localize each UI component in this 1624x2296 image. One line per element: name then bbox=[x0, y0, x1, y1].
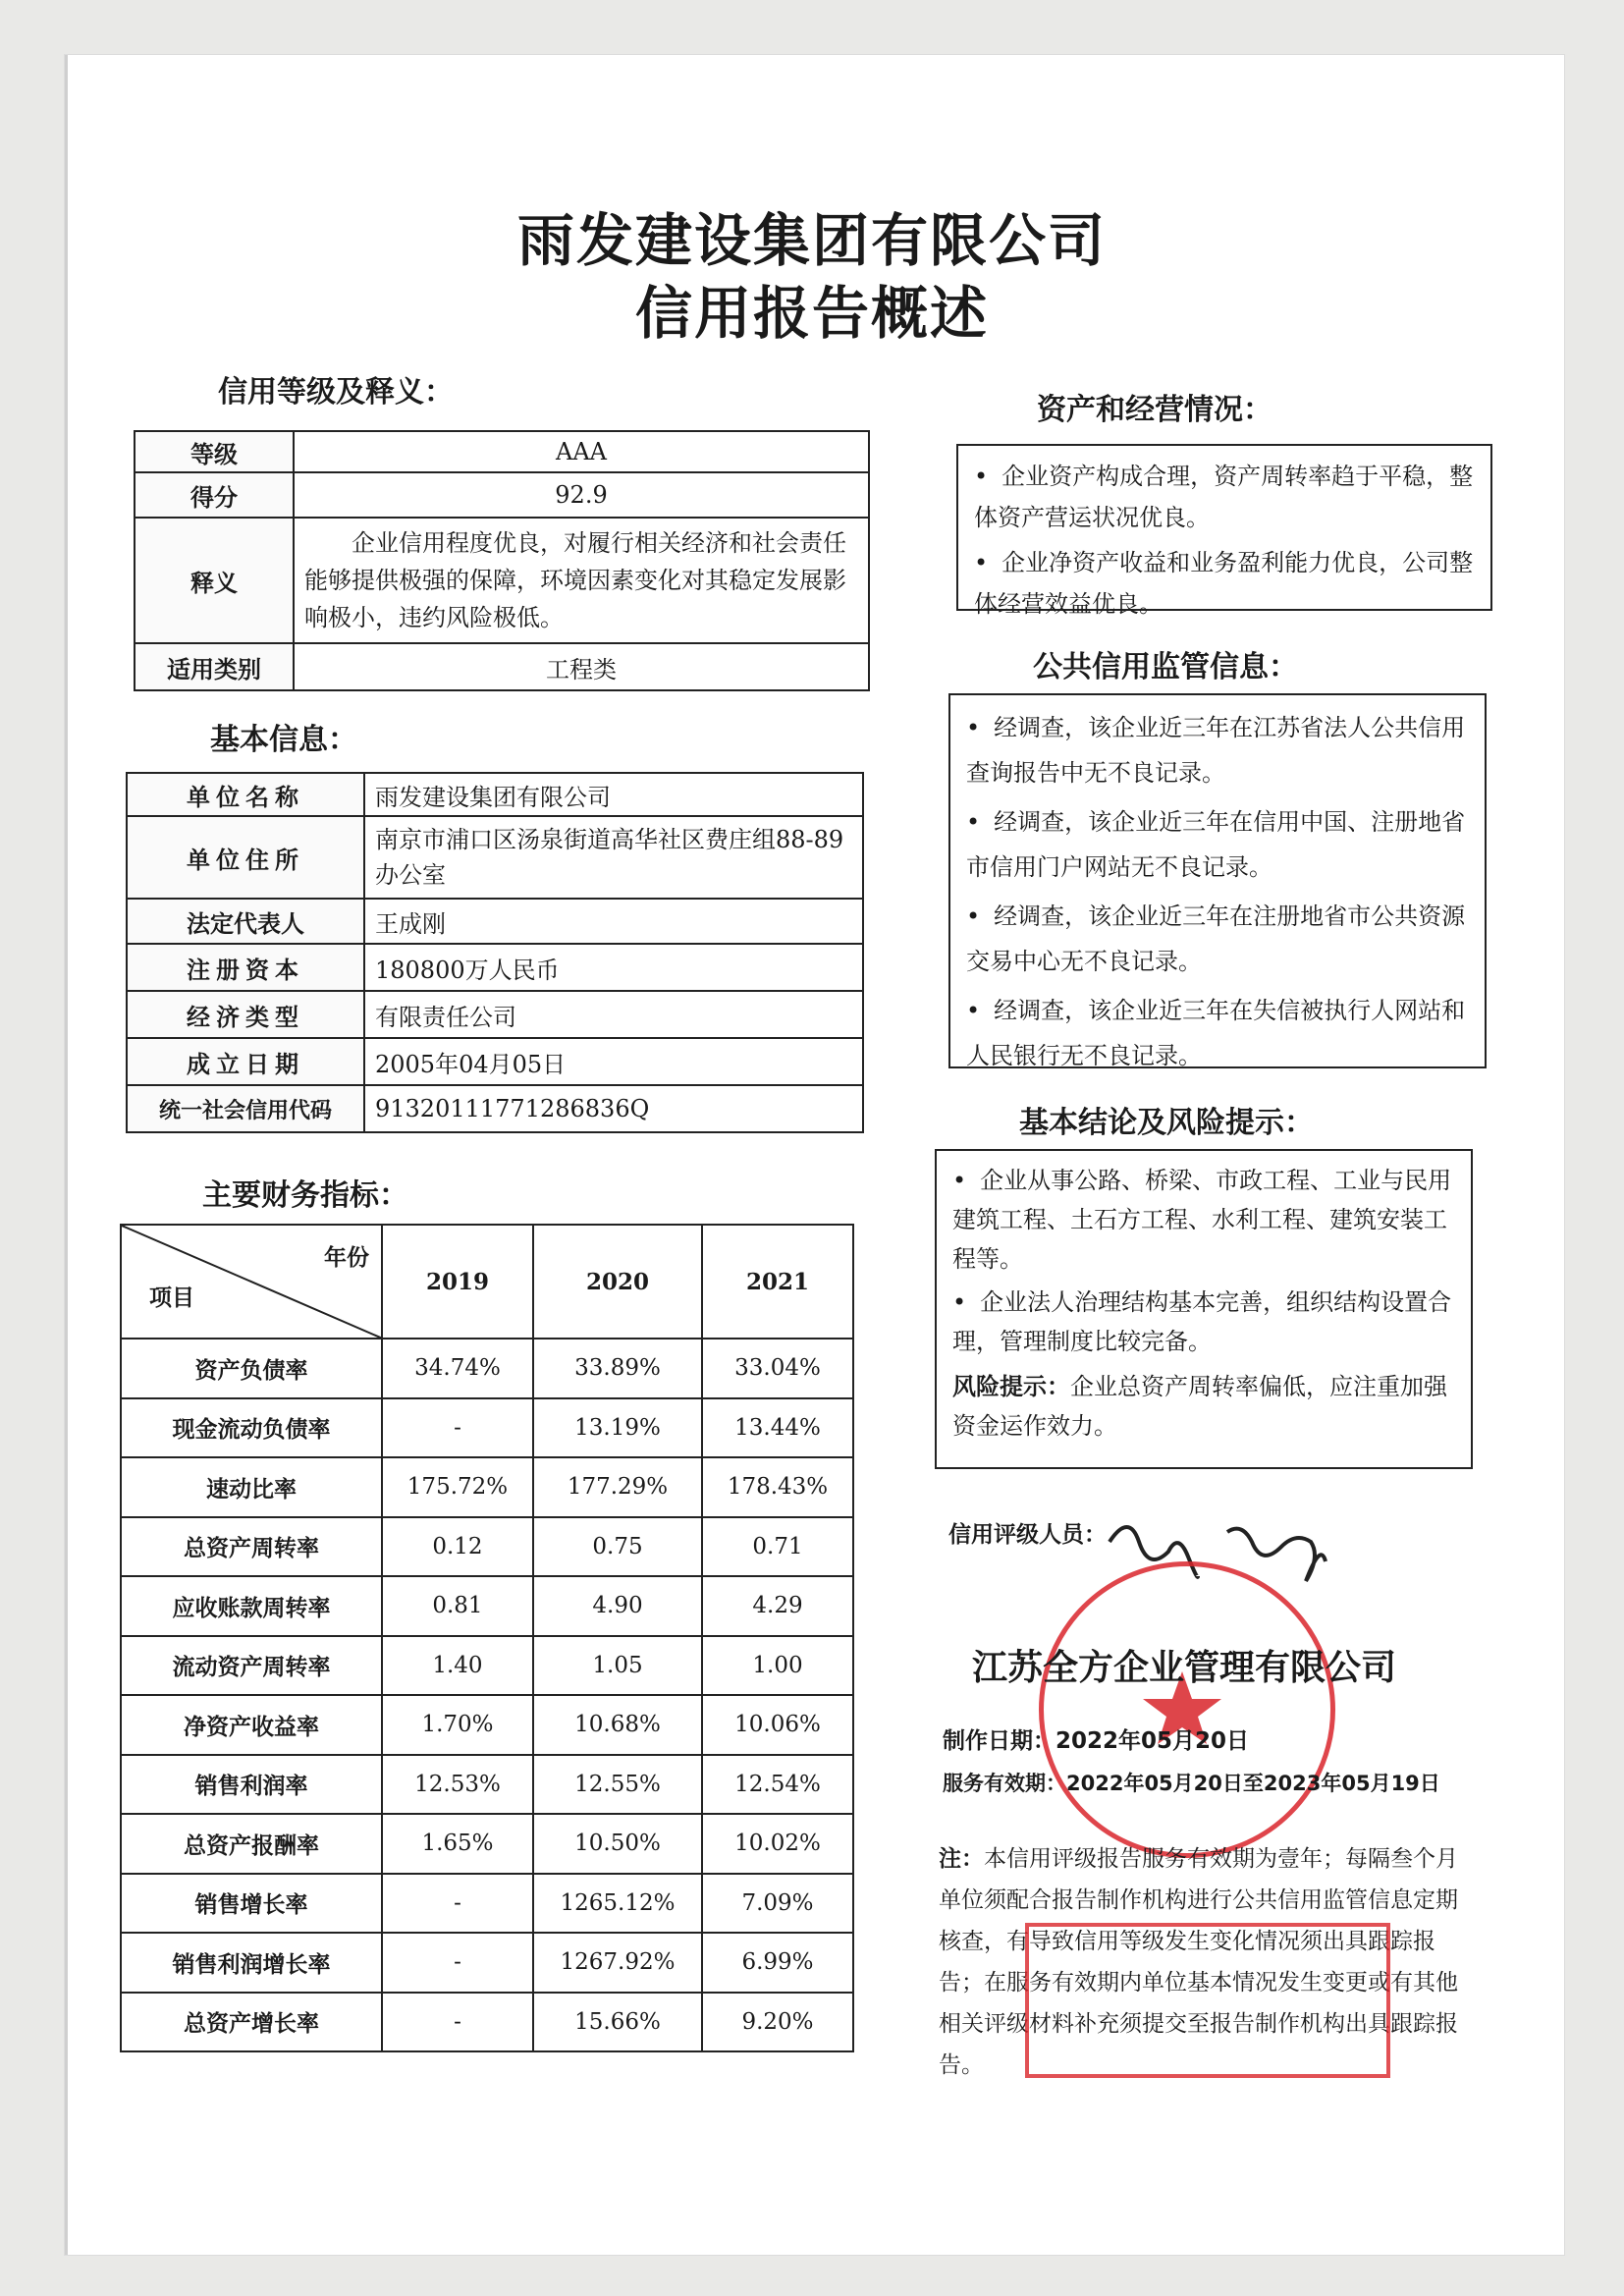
assets-heading: 资产和经营情况： bbox=[1037, 393, 1272, 427]
finance-cell: 13.19% bbox=[533, 1398, 702, 1458]
info-label: 法定代表人 bbox=[127, 899, 364, 944]
finance-cell: 34.74% bbox=[382, 1339, 533, 1398]
finance-row-label: 流动资产周转率 bbox=[121, 1636, 382, 1696]
finance-cell: 12.54% bbox=[702, 1755, 853, 1815]
info-row bbox=[127, 899, 863, 944]
finance-cell: 10.02% bbox=[702, 1814, 853, 1874]
category-value: 工程类 bbox=[294, 643, 869, 690]
finance-row-label: 总资产周转率 bbox=[121, 1517, 382, 1577]
info-label: 统一社会信用代码 bbox=[127, 1085, 364, 1132]
finance-heading: 主要财务指标： bbox=[202, 1178, 408, 1213]
finance-cell: 10.68% bbox=[533, 1695, 702, 1755]
finance-row bbox=[121, 1814, 853, 1874]
info-label: 单位住所 bbox=[127, 816, 364, 899]
info-value: 王成刚 bbox=[364, 899, 863, 944]
year-header: 2019 bbox=[382, 1225, 533, 1339]
finance-row bbox=[121, 1398, 853, 1458]
rater-label: 信用评级人员： bbox=[948, 1522, 1107, 1548]
finance-row-label: 总资产报酬率 bbox=[121, 1814, 382, 1874]
issuer-company: 江苏全方企业管理有限公司 bbox=[972, 1648, 1397, 1688]
finance-table bbox=[120, 1224, 854, 2052]
note-label: 注： bbox=[939, 1846, 984, 1872]
finance-cell: 33.04% bbox=[702, 1339, 853, 1398]
category-label: 适用类别 bbox=[135, 643, 294, 690]
finance-corner-cell bbox=[121, 1225, 382, 1339]
basic-info-table bbox=[126, 772, 864, 1133]
category-row bbox=[135, 643, 869, 690]
conclusion-item: • 企业从事公路、桥梁、市政工程、工业与民用建筑工程、土石方工程、水利工程、建筑安装工程等。 bbox=[952, 1161, 1455, 1279]
info-label: 单位名称 bbox=[127, 773, 364, 816]
credit-grade-table bbox=[134, 430, 870, 691]
info-row bbox=[127, 991, 863, 1038]
risk-note bbox=[952, 1367, 1455, 1446]
finance-row-label: 销售利润增长率 bbox=[121, 1933, 382, 1993]
info-label: 成立日期 bbox=[127, 1038, 364, 1085]
conclusion-box bbox=[935, 1149, 1473, 1469]
finance-cell: 4.90 bbox=[533, 1576, 702, 1636]
grade-label: 等级 bbox=[135, 431, 294, 472]
title-line-2: 信用报告概述 bbox=[634, 280, 989, 347]
assets-item: • 企业资产构成合理，资产周转率趋于平稳，整体资产营运状况优良。 bbox=[974, 456, 1475, 538]
public-credit-item: • 经调查，该企业近三年在信用中国、注册地省市信用门户网站无不良记录。 bbox=[966, 799, 1469, 890]
finance-cell: 0.12 bbox=[382, 1517, 533, 1577]
finance-cell: - bbox=[382, 1933, 533, 1993]
finance-row-label: 销售增长率 bbox=[121, 1874, 382, 1934]
finance-row-label: 现金流动负债率 bbox=[121, 1398, 382, 1458]
finance-cell: 7.09% bbox=[702, 1874, 853, 1934]
finance-row bbox=[121, 1517, 853, 1577]
info-value: 180800万人民币 bbox=[364, 944, 863, 991]
definition-value: 企业信用程度优良，对履行相关经济和社会责任能够提供极强的保障，环境因素变化对其稳定发展影响极小，违约风险极低。 bbox=[294, 518, 869, 643]
definition-label: 释义 bbox=[135, 518, 294, 643]
info-value: 雨发建设集团有限公司 bbox=[364, 773, 863, 816]
risk-label: 风险提示： bbox=[952, 1373, 1070, 1400]
grade-row bbox=[135, 431, 869, 472]
finance-cell: 10.06% bbox=[702, 1695, 853, 1755]
finance-header-row bbox=[121, 1225, 853, 1339]
finance-cell: 13.44% bbox=[702, 1398, 853, 1458]
finance-row bbox=[121, 1576, 853, 1636]
grade-value: AAA bbox=[294, 431, 869, 472]
finance-row-label: 销售利润率 bbox=[121, 1755, 382, 1815]
basic-info-heading: 基本信息： bbox=[210, 723, 357, 757]
corner-item-label: 项目 bbox=[149, 1285, 194, 1311]
info-row bbox=[127, 1085, 863, 1132]
finance-cell: 12.55% bbox=[533, 1755, 702, 1815]
conclusion-heading: 基本结论及风险提示： bbox=[1019, 1106, 1314, 1140]
assets-box bbox=[956, 444, 1492, 618]
finance-cell: - bbox=[382, 1993, 533, 2052]
finance-row-label: 速动比率 bbox=[121, 1457, 382, 1517]
finance-row bbox=[121, 1933, 853, 1993]
finance-cell: 9.20% bbox=[702, 1993, 853, 2052]
finance-row bbox=[121, 1755, 853, 1815]
info-row bbox=[127, 816, 863, 899]
finance-cell: 15.66% bbox=[533, 1993, 702, 2052]
made-date bbox=[943, 1722, 1249, 1755]
finance-cell: 6.99% bbox=[702, 1933, 853, 1993]
finance-body bbox=[121, 1339, 853, 2051]
finance-cell: 1.70% bbox=[382, 1695, 533, 1755]
info-label: 注册资本 bbox=[127, 944, 364, 991]
finance-row-label: 应收账款周转率 bbox=[121, 1576, 382, 1636]
info-value: 有限责任公司 bbox=[364, 991, 863, 1038]
finance-row bbox=[121, 1339, 853, 1398]
made-date-value: 2022年05月20日 bbox=[1056, 1728, 1250, 1754]
finance-cell: 0.71 bbox=[702, 1517, 853, 1577]
corner-year-label: 年份 bbox=[324, 1245, 369, 1271]
finance-row bbox=[121, 1874, 853, 1934]
finance-cell: - bbox=[382, 1874, 533, 1934]
valid-label: 服务有效期： bbox=[943, 1772, 1066, 1795]
info-label: 经济类型 bbox=[127, 991, 364, 1038]
made-date-label: 制作日期： bbox=[943, 1728, 1056, 1754]
definition-row bbox=[135, 518, 869, 643]
finance-cell: 1267.92% bbox=[533, 1933, 702, 1993]
finance-cell: 178.43% bbox=[702, 1457, 853, 1517]
finance-cell: 33.89% bbox=[533, 1339, 702, 1398]
finance-cell: 177.29% bbox=[533, 1457, 702, 1517]
company-seal bbox=[1039, 1561, 1335, 1858]
finance-cell: - bbox=[382, 1398, 533, 1458]
finance-cell: 0.81 bbox=[382, 1576, 533, 1636]
finance-cell: 175.72% bbox=[382, 1457, 533, 1517]
finance-cell: 4.29 bbox=[702, 1576, 853, 1636]
public-credit-heading: 公共信用监管信息： bbox=[1033, 650, 1298, 684]
risk-text: 企业总资产周转率偏低，应注重加强资金运作效力。 bbox=[952, 1373, 1447, 1440]
info-row bbox=[127, 1038, 863, 1085]
finance-row bbox=[121, 1636, 853, 1696]
title-line-1: 雨发建设集团有限公司 bbox=[516, 207, 1107, 274]
finance-cell: 1.65% bbox=[382, 1814, 533, 1874]
finance-row-label: 净资产收益率 bbox=[121, 1695, 382, 1755]
score-row bbox=[135, 472, 869, 518]
public-credit-item: • 经调查，该企业近三年在江苏省法人公共信用查询报告中无不良记录。 bbox=[966, 705, 1469, 795]
score-label: 得分 bbox=[135, 472, 294, 518]
finance-cell: 1265.12% bbox=[533, 1874, 702, 1934]
info-value: 南京市浦口区汤泉街道高华社区费庄组88-89办公室 bbox=[364, 816, 863, 899]
finance-cell: 1.40 bbox=[382, 1636, 533, 1696]
finance-cell: 1.05 bbox=[533, 1636, 702, 1696]
year-header: 2021 bbox=[702, 1225, 853, 1339]
public-credit-item: • 经调查，该企业近三年在失信被执行人网站和人民银行无不良记录。 bbox=[966, 988, 1469, 1078]
year-header: 2020 bbox=[533, 1225, 702, 1339]
finance-row bbox=[121, 1993, 853, 2052]
finance-cell: 10.50% bbox=[533, 1814, 702, 1874]
info-value: 91320111771286836Q bbox=[364, 1085, 863, 1132]
finance-row bbox=[121, 1695, 853, 1755]
finance-row-label: 总资产增长率 bbox=[121, 1993, 382, 2052]
score-value: 92.9 bbox=[294, 472, 869, 518]
assets-item: • 企业净资产收益和业务盈利能力优良，公司整体经营效益优良。 bbox=[974, 542, 1475, 625]
finance-cell: 12.53% bbox=[382, 1755, 533, 1815]
report-seal bbox=[1025, 1923, 1390, 2078]
conclusion-item: • 企业法人治理结构基本完善，组织结构设置合理，管理制度比较完备。 bbox=[952, 1283, 1455, 1361]
finance-cell: 0.75 bbox=[533, 1517, 702, 1577]
info-row bbox=[127, 944, 863, 991]
info-value: 2005年04月05日 bbox=[364, 1038, 863, 1085]
finance-row-label: 资产负债率 bbox=[121, 1339, 382, 1398]
public-credit-item: • 经调查，该企业近三年在注册地省市公共资源交易中心无不良记录。 bbox=[966, 894, 1469, 984]
credit-grade-heading: 信用等级及释义： bbox=[218, 375, 454, 410]
note-text: 本信用评级报告服务有效期为壹年；每隔叁个月单位须配合报告制作机构进行公共信用监管信息定期核查，有导致信用等级发生变化情况须出具跟踪报告；在服务有效期内单位基本情况发生变更或有其他相关评级材料补充须提交至报告制作机构出具跟踪报告。 bbox=[939, 1846, 1458, 2078]
info-row bbox=[127, 773, 863, 816]
public-credit-box bbox=[948, 693, 1487, 1068]
finance-cell: 1.00 bbox=[702, 1636, 853, 1696]
finance-row bbox=[121, 1457, 853, 1517]
valid-period bbox=[943, 1768, 1440, 1797]
valid-range: 2022年05月20日至2023年05月19日 bbox=[1066, 1772, 1440, 1795]
seal-star-icon bbox=[1039, 1561, 1326, 1848]
